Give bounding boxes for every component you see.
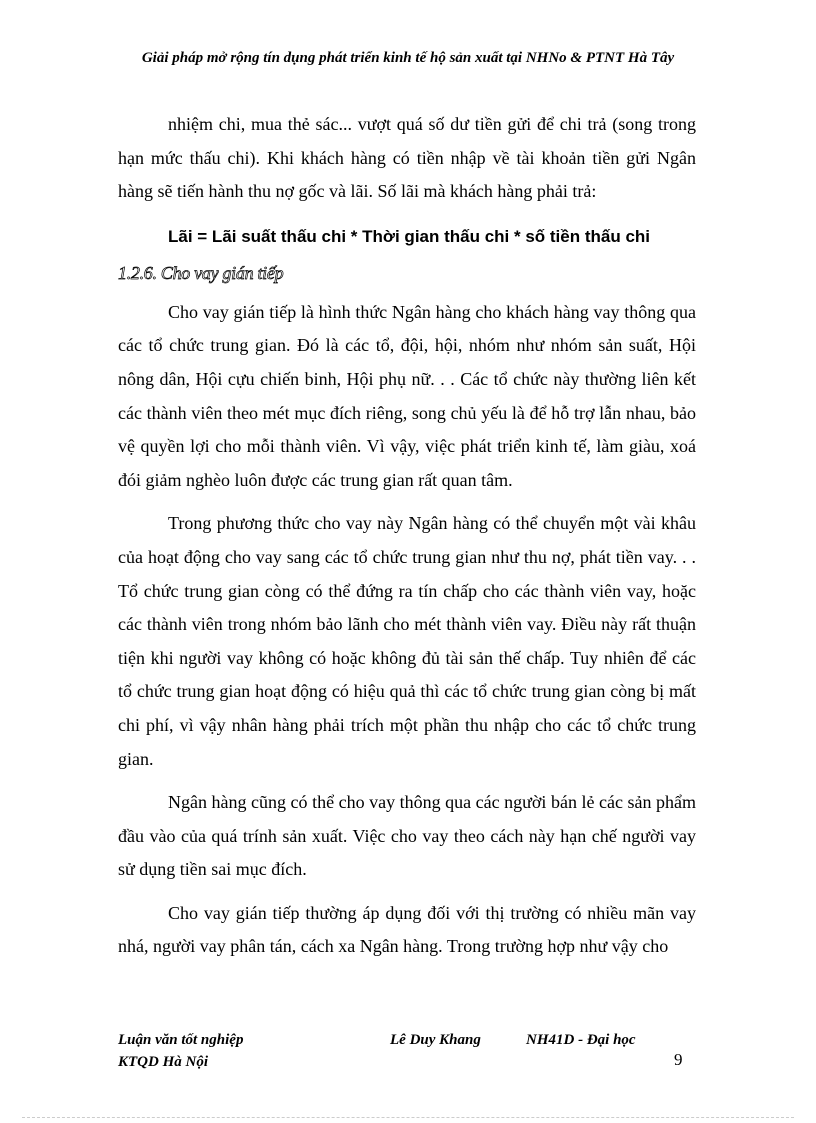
page-body bbox=[118, 108, 696, 964]
paragraph-intro: nhiệm chi, mua thẻ sác... vượt quá số dư tiền gửi để chi trả (song trong hạn mức thấu chi). Khi khách hàng có tiền nhập về tài khoản tiền gửi Ngân hàng sẽ tiến hành thu nợ gốc và lãi. Số lãi mà khách hàng phải trả: bbox=[118, 114, 696, 202]
paragraph-4: Cho vay gián tiếp thường áp dụng đối với thị trường có nhiều mãn vay nhá, người vay phân tán, cách xa Ngân hàng. Trong trường hợp như vậy cho bbox=[118, 902, 696, 957]
section-heading: 1.2.6. Cho vay gián tiếp bbox=[118, 262, 284, 283]
paragraph-3: Ngân hàng cũng có thể cho vay thông qua các người bán lẻ các sản phẩm đầu vào của quá trính sản xuất. Việc cho vay theo cách này hạn chế người vay sử dụng tiền sai mục đích. bbox=[118, 792, 696, 880]
page-number: 9 bbox=[674, 1050, 683, 1069]
footer-class: NH41D - Đại học bbox=[526, 1032, 636, 1048]
paragraph-1: Cho vay gián tiếp là hình thức Ngân hàng cho khách hàng vay thông qua các tổ chức trung gian. Đó là các tổ, đội, hội, nhóm như nhóm sản suất, Hội nông dân, Hội cựu chiến binh, Hội phụ nữ. . . Các tổ chức này thường liên kết các thành viên theo mét mục đích riêng, song chủ yếu là để hỗ trợ lẫn nhau, bảo vệ quyền lợi cho mỗi thành viên. Vì vậy, việc phát triển kinh tế, làm giàu, xoá đói giảm nghèo luôn được các trung gian rất quan tâm. bbox=[118, 301, 696, 490]
running-header: Giải pháp mở rộng tín dụng phát triển kinh tế hộ sản xuất tại NHNo & PTNT Hà Tây bbox=[141, 50, 675, 66]
interest-formula: Lãi = Lãi suất thấu chi * Thời gian thấu chi * số tiền thấu chi bbox=[168, 226, 651, 246]
footer-thesis: Luận văn tốt nghiệp bbox=[118, 1032, 244, 1048]
paragraph-2: Trong phương thức cho vay này Ngân hàng có thể chuyển một vài khâu của hoạt động cho vay sang các tổ chức trung gian như thu nợ, phát tiền vay. . . Tổ chức trung gian còng có thể đứng ra tín chấp cho các thành viên vay, hoặc các thành viên trong nhóm bảo lãnh cho mét thành viên vay. Điều này rất thuận tiện khi người vay không có hoặc không đủ tài sản thế chấp. Tuy nhiên để các tổ chức trung gian hoạt động có hiệu quả thì các tổ chức trung gian còng bị mất chi phí, vì vậy nhân hàng phải trích một phần thu nhập cho các tổ chức trung gian. bbox=[118, 513, 696, 769]
footer-school: KTQD Hà Nội bbox=[118, 1054, 208, 1070]
page-bottom-divider bbox=[22, 1117, 794, 1118]
header-divider bbox=[112, 82, 702, 83]
footer-author: Lê Duy Khang bbox=[390, 1032, 481, 1048]
